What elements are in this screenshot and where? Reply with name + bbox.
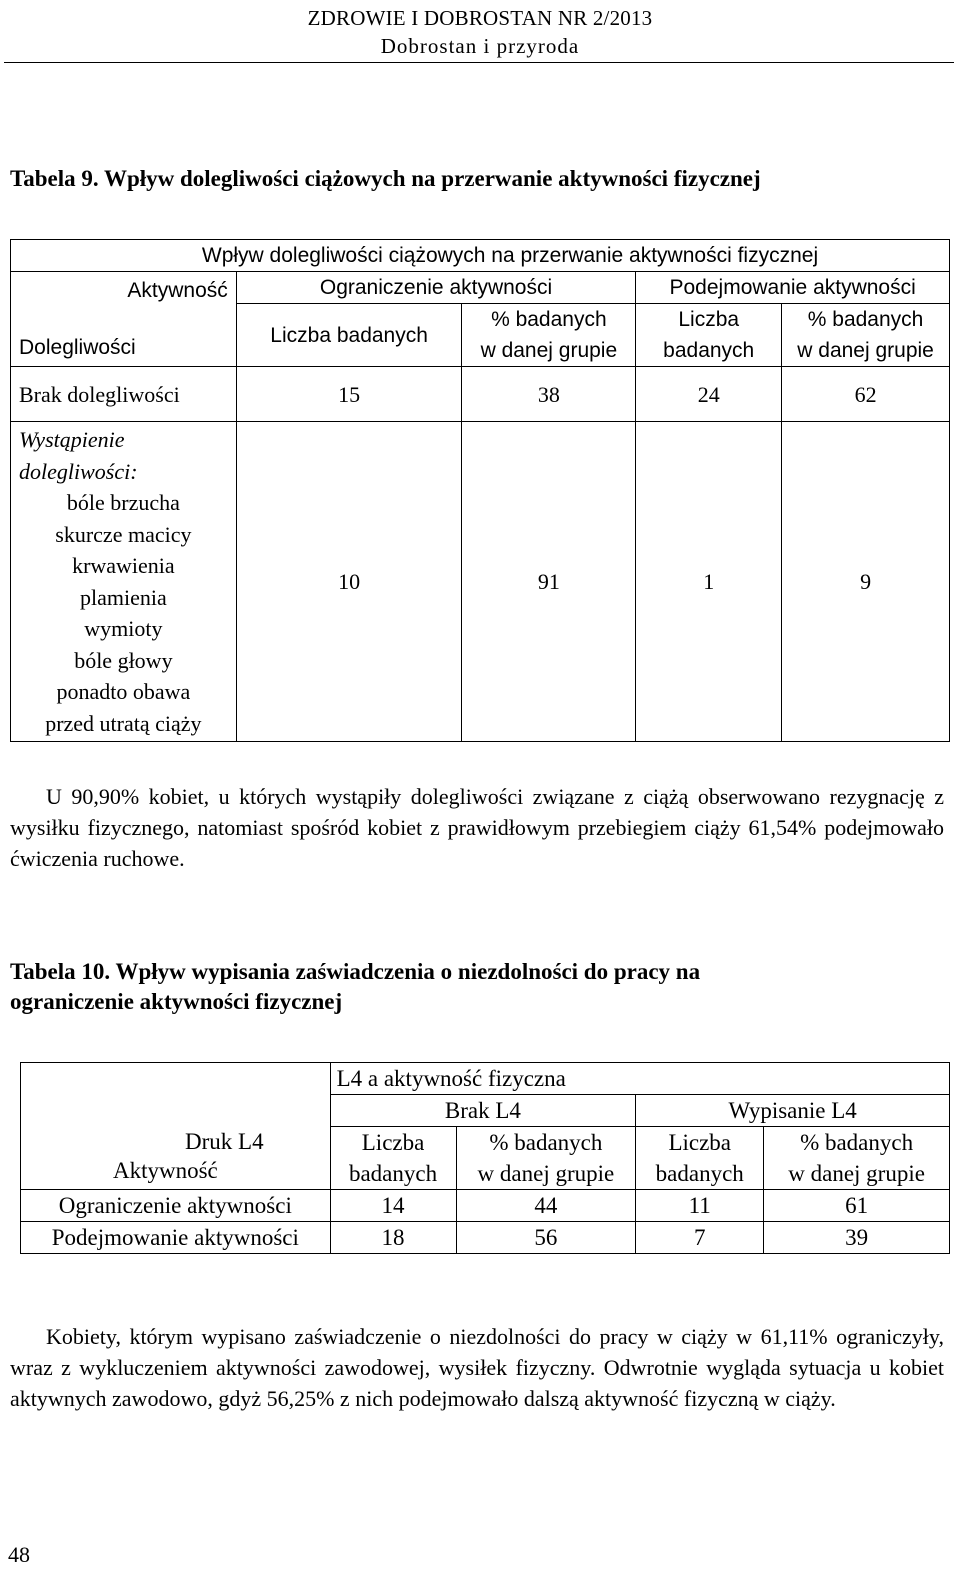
table9-corner-top: Aktywność	[127, 279, 228, 302]
table9-group2: Podejmowanie aktywności	[636, 272, 950, 304]
table9-caption: Tabela 9. Wpływ dolegliwości ciążowych na przerwanie aktywności fizycznej	[10, 166, 761, 191]
table9-col2: % badanych w danej grupie	[462, 304, 636, 367]
cell: 44	[456, 1190, 636, 1222]
paragraph-table10: Kobiety, którym wypisano zaświadczenie o niezdolności do pracy w ciąży w 61,11% ograniczyły, wraz z wykluczeniem aktywności zawodowej, wysiłek fizyczny. Odwrotnie wygląda sytuacja u kobiet aktywnych zawodowo, gdyż 56,25% z nich podejmowało dalszą aktywność fizyczną w ciąży.	[10, 1324, 944, 1411]
row-label: Podejmowanie aktywności	[21, 1222, 331, 1254]
row-label: Ograniczenie aktywności	[21, 1190, 331, 1222]
table9-group1: Ograniczenie aktywności	[236, 272, 636, 304]
cell: 1	[636, 422, 782, 742]
table10-corner-bottom: Aktywność	[113, 1158, 218, 1183]
table9-col1: Liczba badanych	[236, 304, 462, 367]
cell: 9	[782, 422, 950, 742]
table-row	[11, 367, 950, 422]
row-label: Brak dolegliwości	[11, 367, 237, 422]
cell: 56	[456, 1222, 636, 1254]
running-header	[0, 4, 960, 60]
table10-group2: Wypisanie L4	[636, 1095, 950, 1127]
table-row	[21, 1222, 950, 1254]
table9-title: Wpływ dolegliwości ciążowych na przerwanie aktywności fizycznej	[11, 240, 950, 272]
cell: 15	[236, 367, 462, 422]
cell: 14	[330, 1190, 456, 1222]
table9-col4: % badanych w danej grupie	[782, 304, 950, 367]
page-number: 48	[8, 1542, 30, 1567]
journal-title: ZDROWIE I DOBROSTAN NR 2/2013	[307, 6, 653, 30]
table9	[10, 239, 950, 742]
cell: 39	[764, 1222, 950, 1254]
table-row	[11, 422, 950, 742]
table10-title: L4 a aktywność fizyczna	[330, 1063, 949, 1095]
table10-col4: % badanych w danej grupie	[764, 1127, 950, 1190]
table10-col1: Liczba badanych	[330, 1127, 456, 1190]
table-row	[21, 1190, 950, 1222]
table10-col2: % badanych w danej grupie	[456, 1127, 636, 1190]
table10-col3: Liczba badanych	[636, 1127, 764, 1190]
table9-corner-bottom: Dolegliwości	[19, 336, 136, 359]
section-title: Dobrostan i przyroda	[380, 34, 580, 58]
header-divider	[4, 62, 954, 63]
table10-group1: Brak L4	[330, 1095, 636, 1127]
cell: 7	[636, 1222, 764, 1254]
cell: 62	[782, 367, 950, 422]
cell: 91	[462, 422, 636, 742]
cell: 10	[236, 422, 462, 742]
cell: 11	[636, 1190, 764, 1222]
row-label: Wystąpienie dolegliwości: bóle brzucha skurcze macicy krwawienia plamienia wymioty bóle głowy ponadto obawa przed utratą ciąży	[11, 422, 237, 742]
table9-corner	[11, 272, 237, 367]
cell: 18	[330, 1222, 456, 1254]
table10	[20, 1062, 950, 1254]
table9-col3: Liczba badanych	[636, 304, 782, 367]
table10-corner-top: Druk L4	[185, 1129, 264, 1154]
table10-corner	[21, 1063, 331, 1190]
cell: 38	[462, 367, 636, 422]
cell: 61	[764, 1190, 950, 1222]
paragraph-table9: U 90,90% kobiet, u których wystąpiły dolegliwości związane z ciążą obserwowano rezygnację z wysiłku fizycznego, natomiast spośród kobiet z prawidłowym przebiegiem ciąży 61,54% podejmowało ćwiczenia ruchowe.	[10, 784, 944, 871]
table10-caption: Tabela 10. Wpływ wypisania zaświadczenia o niezdolności do pracy na ograniczenie aktywności fizycznej	[10, 959, 701, 1014]
cell: 24	[636, 367, 782, 422]
